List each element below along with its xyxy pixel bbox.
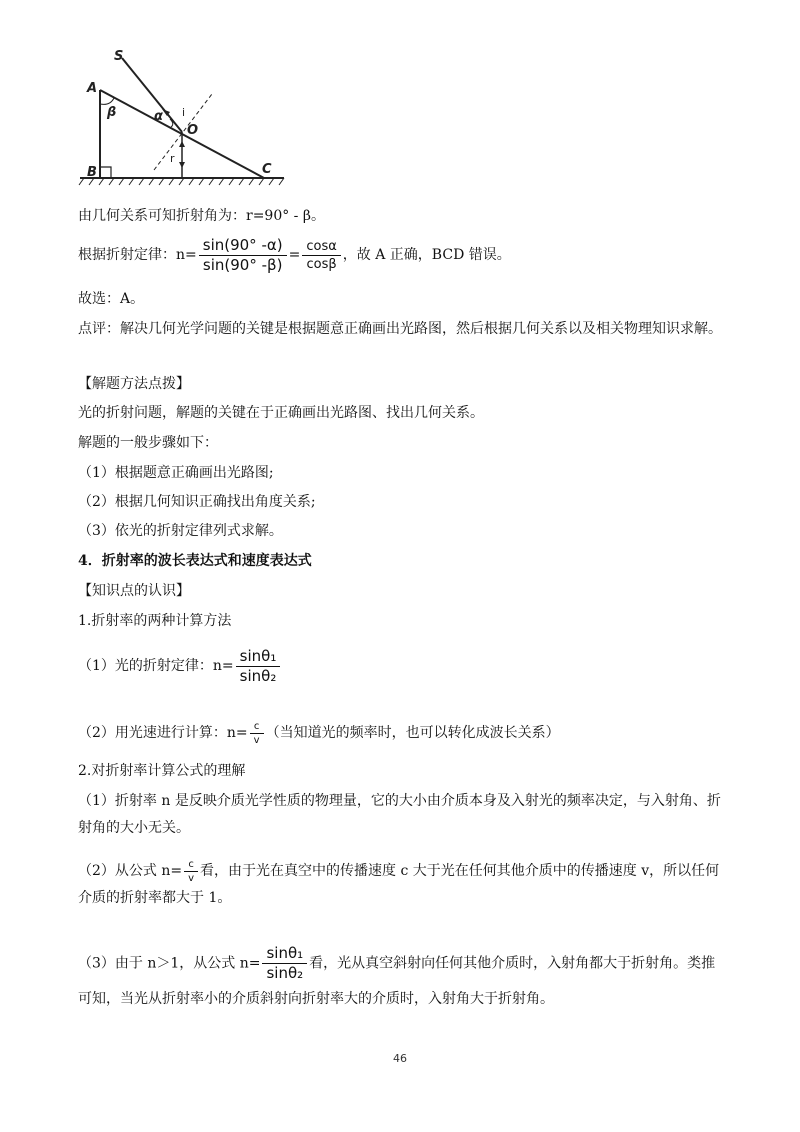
- label-beta: β: [107, 105, 117, 120]
- formula-line: [78, 713, 560, 753]
- label-a: A: [87, 81, 98, 96]
- fraction: [236, 648, 281, 685]
- fraction-denominator: sinθ₂: [266, 964, 304, 982]
- page-number: 46: [393, 1052, 407, 1065]
- paragraph: （1）折射率 n 是反映介质光学性质的物理量，它的大小由介质本身及入射光的频率决定，与入射角、折射角的大小无关。: [78, 793, 721, 836]
- down-arrow-icon: [179, 162, 185, 168]
- section-title: 4．折射率的波长表达式和速度表达式: [78, 553, 312, 569]
- section-heading: 【解题方法点拨】: [78, 376, 190, 392]
- formula-prefix: （2）用光速进行计算：n=: [78, 725, 248, 741]
- text-line: 故选：A。: [78, 291, 145, 307]
- list-item: （2）根据几何知识正确找出角度关系;: [78, 494, 316, 510]
- fraction-denominator: v: [188, 872, 195, 884]
- fraction-numerator: sin(90° -α): [199, 237, 287, 256]
- text-line: 光的折射问题，解题的关键在于正确画出光路图、找出几何关系。: [78, 405, 484, 421]
- formula-suffix: 看，光从真空斜射向任何其他介质时，入射角都大于折射角。类推可知，当光从折射率小的介质斜射向折射率大的介质时，入射角大于折射角。: [78, 955, 716, 1007]
- fraction: [302, 239, 340, 272]
- text-line: 2.对折射率计算公式的理解: [78, 763, 246, 779]
- fraction-denominator: cosβ: [306, 256, 337, 272]
- formula-prefix: 根据折射定律：n=: [78, 247, 197, 263]
- right-angle-mark: [100, 167, 111, 178]
- label-b: B: [87, 165, 97, 180]
- formula-suffix: ，故 A 正确，BCD 错误。: [342, 247, 511, 263]
- fraction-numerator: c: [184, 859, 198, 872]
- list-item: （3）依光的折射定律列式求解。: [78, 523, 283, 539]
- refraction-diagram: [74, 40, 294, 190]
- fraction: [184, 859, 198, 884]
- label-r: r: [170, 152, 175, 165]
- label-o: O: [187, 123, 199, 138]
- label-s: S: [114, 49, 124, 64]
- label-i: i: [182, 106, 186, 119]
- formula-suffix: （当知道光的频率时，也可以转化成波长关系）: [265, 725, 560, 741]
- fraction-numerator: sinθ₁: [236, 648, 281, 667]
- text-line: 解题的一般步骤如下：: [78, 435, 218, 451]
- formula-line: [78, 642, 282, 690]
- fraction: [262, 945, 307, 982]
- fraction-numerator: sinθ₁: [262, 945, 307, 964]
- formula-paragraph: [78, 858, 728, 912]
- fraction-numerator: c: [250, 721, 264, 734]
- list-item: （1）根据题意正确画出光路图;: [78, 465, 274, 481]
- formula-prefix: （3）由于 n＞1，从公式 n=: [78, 955, 261, 972]
- formula-prefix: （2）从公式 n=: [78, 863, 183, 879]
- fraction-numerator: cosα: [302, 239, 340, 256]
- label-alpha: α: [154, 109, 163, 124]
- section-heading: 【知识点的认识】: [78, 583, 190, 599]
- equals-sign: =: [288, 247, 301, 263]
- fraction: [250, 721, 264, 746]
- fraction: [199, 237, 287, 274]
- fraction-denominator: sinθ₂: [239, 666, 277, 685]
- label-c: C: [262, 162, 272, 177]
- formula-suffix: 看，由于光在真空中的传播速度 c 大于光在任何其他介质中的传播速度 v，所以任何介质的折射率都大于 1。: [78, 863, 720, 906]
- text-line: 点评：解决几何光学问题的关键是根据题意正确画出光路图，然后根据几何关系以及相关物理知识求解。: [78, 321, 722, 337]
- up-arrow-icon: [179, 141, 185, 147]
- fraction-denominator: v: [253, 734, 260, 746]
- refraction-diagram-svg: [74, 40, 294, 190]
- beta-arc: [100, 98, 114, 104]
- formula-prefix: （1）光的折射定律：n=: [78, 658, 234, 674]
- incident-ray: [122, 58, 182, 132]
- formula-paragraph: [78, 945, 728, 1016]
- fraction-denominator: sin(90° -β): [202, 255, 283, 274]
- formula-line: [78, 233, 511, 277]
- ground-hatching: [79, 178, 284, 185]
- text-line: 由几何关系可知折射角为：r=90° - β。: [78, 208, 325, 224]
- text-line: 1.折射率的两种计算方法: [78, 613, 232, 629]
